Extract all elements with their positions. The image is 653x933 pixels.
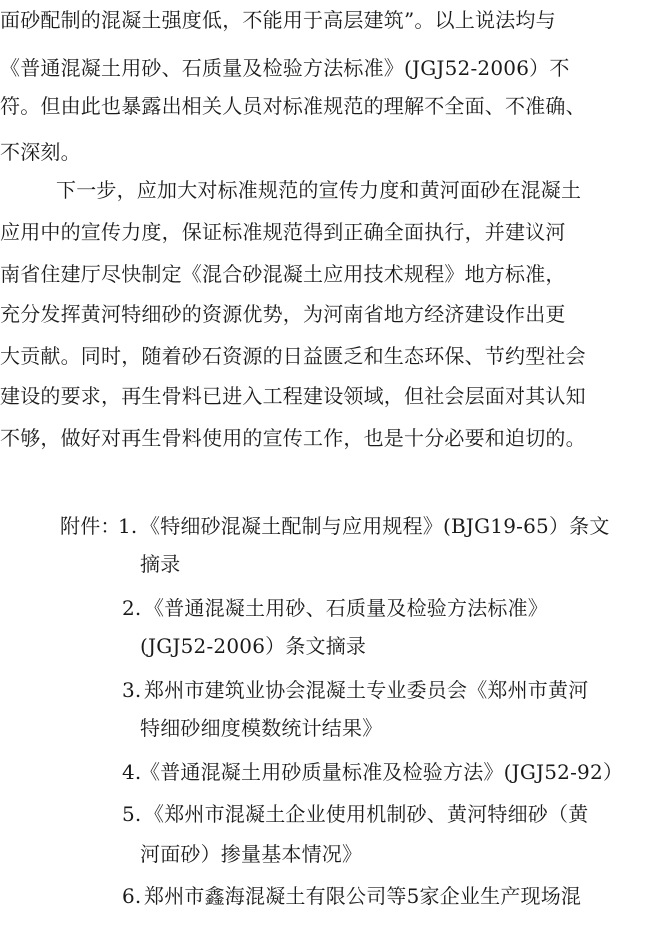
attachments-label: 附件： — [60, 514, 121, 538]
paragraph-2-line-7: 不够，做好对再生骨料使用的宣传工作，也是十分必要和迫切的。 — [0, 426, 586, 450]
attachment-3-line-2: 特细砂细度模数统计结果》 — [140, 716, 383, 740]
attachment-3-line-1: 郑州市建筑业协会混凝土专业委员会《郑州市黄河 — [144, 678, 589, 702]
attachment-2-number: 2. — [122, 596, 142, 620]
attachment-1-line-2: 摘录 — [140, 552, 181, 576]
attachment-6-number: 6. — [122, 884, 142, 908]
paragraph-2-line-6: 建设的要求，再生骨料已进入工程建设领域，但社会层面对其认知 — [0, 384, 586, 408]
paragraph-1-line-1: 面砂配制的混凝土强度低，不能用于高层建筑”。以上说法均与 — [0, 8, 556, 32]
attachment-5-line-1: 《郑州市混凝土企业使用机制砂、黄河特细砂（黄 — [144, 802, 589, 826]
attachment-6-line-1: 郑州市鑫海混凝土有限公司等5家企业生产现场混 — [144, 884, 582, 908]
paragraph-2-line-1: 下一步，应加大对标准规范的宣传力度和黄河面砂在混凝土 — [56, 178, 582, 202]
attachment-1-number: 1. — [118, 514, 138, 538]
attachment-4-number: 4. — [122, 760, 142, 784]
attachment-1-line-1: 《特细砂混凝土配制与应用规程》(BJG19-65）条文 — [140, 514, 610, 538]
paragraph-2-line-2: 应用中的宣传力度，保证标准规范得到正确全面执行，并建议河 — [0, 220, 566, 244]
paragraph-2-line-5: 大贡献。同时，随着砂石资源的日益匮乏和生态环保、节约型社会 — [0, 344, 586, 368]
attachment-4-line-1: 《普通混凝土用砂质量标准及检验方法》(JGJ52-92） — [140, 760, 624, 784]
paragraph-2-line-4: 充分发挥黄河特细砂的资源优势，为河南省地方经济建设作出更 — [0, 302, 566, 326]
attachment-2-line-1: 《普通混凝土用砂、石质量及检验方法标准》 — [144, 596, 548, 620]
attachment-2-line-2: (JGJ52-2006）条文摘录 — [140, 634, 367, 658]
paragraph-1-line-4: 不深刻。 — [0, 140, 81, 164]
attachment-3-number: 3. — [122, 678, 142, 702]
attachment-5-number: 5. — [122, 802, 142, 826]
attachment-5-line-2: 河面砂）掺量基本情况》 — [140, 842, 363, 866]
paragraph-1-line-3: 符。但由此也暴露出相关人员对标准规范的理解不全面、不准确、 — [0, 94, 586, 118]
paragraph-2-line-3: 南省住建厅尽快制定《混合砂混凝土应用技术规程》地方标准， — [0, 262, 566, 286]
paragraph-1-line-2: 《普通混凝土用砂、石质量及检验方法标准》(JGJ52-2006）不 — [0, 56, 570, 80]
